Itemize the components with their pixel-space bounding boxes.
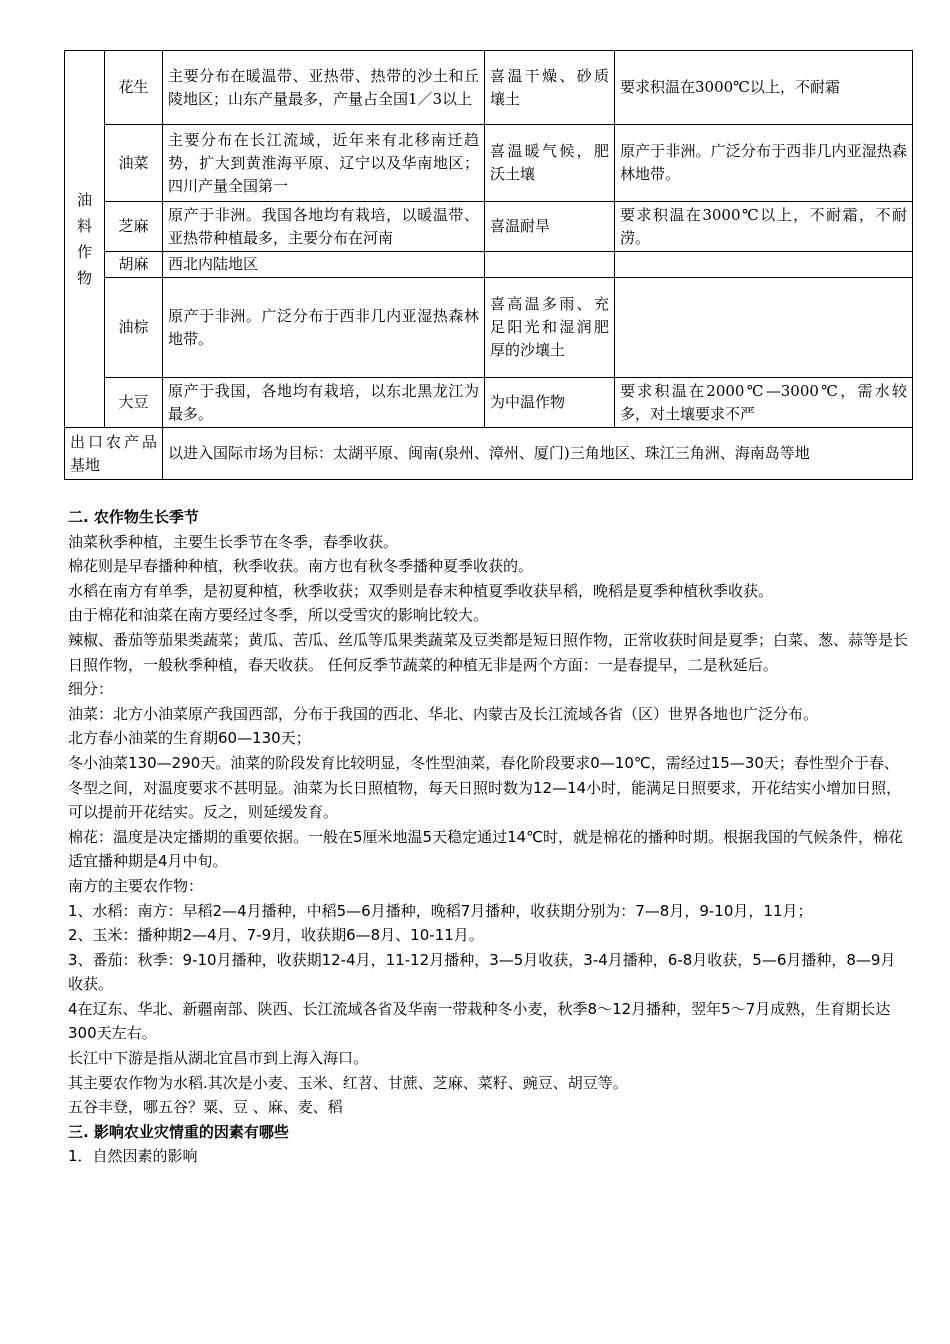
crop-name: 芝麻 xyxy=(105,202,163,252)
crop-distribution: 西北内陆地区 xyxy=(163,252,485,278)
paragraph: 冬小油菜130—290天。油菜的阶段发育比较明显，冬性型油菜，春化阶段要求0—10℃，需经过15—30天；春性型介于春、冬型之间，对温度要求不甚明显。油菜为长日照植物，每天日照时数为12—14小时，能满足日照要求，开花结实小增加日照，可以提前开花结实。反之，则延缓发育。 xyxy=(68,753,902,822)
body-text xyxy=(68,505,910,1169)
crop-habit: 喜温耐旱 xyxy=(485,202,615,252)
crop-habit: 喜高温多雨、充足阳光和湿润肥厚的沙壤土 xyxy=(485,278,615,378)
table-row xyxy=(65,125,913,202)
export-base-label: 出口农产品基地 xyxy=(65,428,163,480)
paragraph: 由于棉花和油菜在南方要经过冬季，所以受雪灾的影响比较大。 xyxy=(68,606,489,625)
crop-habit xyxy=(485,252,615,278)
crop-name: 花生 xyxy=(105,51,163,125)
section-heading: 二. 农作物生长季节 xyxy=(68,508,199,526)
paragraph: 油菜：北方小油菜原产我国西部，分布于我国的西北、华北、内蒙古及长江流域各省（区）世界各地也广泛分布。 xyxy=(68,704,819,723)
crop-requirement: 要求积温在3000℃以上，不耐霜，不耐涝。 xyxy=(615,202,913,252)
crop-requirement: 原产于非洲。广泛分布于西非几内亚湿热森林地带。 xyxy=(615,125,913,202)
table-row xyxy=(65,51,913,125)
paragraph: 五谷丰登，哪五谷？粟、豆 、麻、麦、稻 xyxy=(68,1098,343,1117)
crop-table xyxy=(64,50,913,480)
paragraph: 南方的主要农作物： xyxy=(68,876,204,895)
crop-habit: 喜温干燥、砂质壤土 xyxy=(485,51,615,125)
export-base-text: 以进入国际市场为目标：太湖平原、闽南(泉州、漳州、厦门)三角地区、珠江三角洲、海南岛等地 xyxy=(163,428,913,480)
paragraph: 棉花则是早春播种种植，秋季收获。南方也有秋冬季播种夏季收获的。 xyxy=(68,557,534,576)
paragraph: 油菜秋季种植，主要生长季节在冬季，春季收获。 xyxy=(68,532,399,551)
table-row xyxy=(65,428,913,480)
category-cell xyxy=(65,51,105,428)
crop-requirement: 要求积温在2000℃—3000℃，需水较多，对土壤要求不严 xyxy=(615,378,913,428)
crop-name: 胡麻 xyxy=(105,252,163,278)
crop-distribution: 主要分布在长江流域，近年来有北移南迁趋势，扩大到黄淮海平原、辽宁以及华南地区；四川产量全国第一 xyxy=(163,125,485,202)
crop-distribution: 原产于非洲。广泛分布于西非几内亚湿热森林地带。 xyxy=(163,278,485,378)
table-row xyxy=(65,278,913,378)
crop-requirement: 要求积温在3000℃以上，不耐霜 xyxy=(615,51,913,125)
table-row xyxy=(65,202,913,252)
paragraph: 棉花：温度是决定播期的重要依据。一般在5厘米地温5天稳定通过14℃时，就是棉花的播种时期。根据我国的气候条件，棉花适宜播种期是4月中旬。 xyxy=(68,827,904,871)
category-label: 油料作物 xyxy=(76,191,92,287)
crop-name: 油菜 xyxy=(105,125,163,202)
paragraph: 北方春小油菜的生育期60—130天； xyxy=(68,729,311,748)
crop-distribution: 原产于非洲。我国各地均有栽培，以暖温带、亚热带种植最多，主要分布在河南 xyxy=(163,202,485,252)
paragraph: 辣椒、番茄等茄果类蔬菜；黄瓜、苦瓜、丝瓜等瓜果类蔬菜及豆类都是短日照作物，正常收获时间是夏季；白菜、葱、蒜等是长日照作物，一般秋季种植，春天收获。 任何反季节蔬菜的种植无非是两个方面：一是春提早，二是秋延后。 xyxy=(68,630,909,674)
table-row xyxy=(65,252,913,278)
crop-name: 油棕 xyxy=(105,278,163,378)
crop-habit: 喜温暖气候，肥沃土壤 xyxy=(485,125,615,202)
paragraph: 水稻在南方有单季，是初夏种植，秋季收获；双季则是春末种植夏季收获早稻，晚稻是夏季种植秋季收获。 xyxy=(68,581,774,600)
crop-distribution: 原产于我国，各地均有栽培，以东北黑龙江为最多。 xyxy=(163,378,485,428)
crop-distribution: 主要分布在暖温带、亚热带、热带的沙土和丘陵地区；山东产量最多，产量占全国1／3以上 xyxy=(163,51,485,125)
table-row xyxy=(65,378,913,428)
paragraph: 2、玉米：播种期2—4月、7-9月，收获期6—8月、10-11月。 xyxy=(68,926,484,945)
crop-requirement xyxy=(615,252,913,278)
paragraph: 长江中下游是指从湖北宜昌市到上海入海口。 xyxy=(68,1049,369,1068)
paragraph: 细分： xyxy=(68,680,114,699)
paragraph: 4在辽东、华北、新疆南部、陕西、长江流域各省及华南一带栽种冬小麦，秋季8～12月播种，翌年5～7月成熟，生育期长达300天左右。 xyxy=(68,999,891,1043)
paragraph: 1、水稻：南方：早稻2—4月播种，中稻5—6月播种，晚稻7月播种，收获期分别为：7—8月，9-10月，11月； xyxy=(68,901,813,920)
crop-requirement xyxy=(615,278,913,378)
paragraph: 其主要农作物为水稻.其次是小麦、玉米、红苕、甘蔗、芝麻、菜籽、豌豆、胡豆等。 xyxy=(68,1073,628,1092)
crop-habit: 为中温作物 xyxy=(485,378,615,428)
paragraph: 1．自然因素的影响 xyxy=(68,1147,198,1166)
section-heading: 三. 影响农业灾情重的因素有哪些 xyxy=(68,1122,289,1141)
crop-name: 大豆 xyxy=(105,378,163,428)
paragraph: 3、番茄：秋季：9-10月播种，收获期12-4月，11-12月播种，3—5月收获，3-4月播种，6-8月收获，5—6月播种，8—9月收获。 xyxy=(68,950,896,994)
